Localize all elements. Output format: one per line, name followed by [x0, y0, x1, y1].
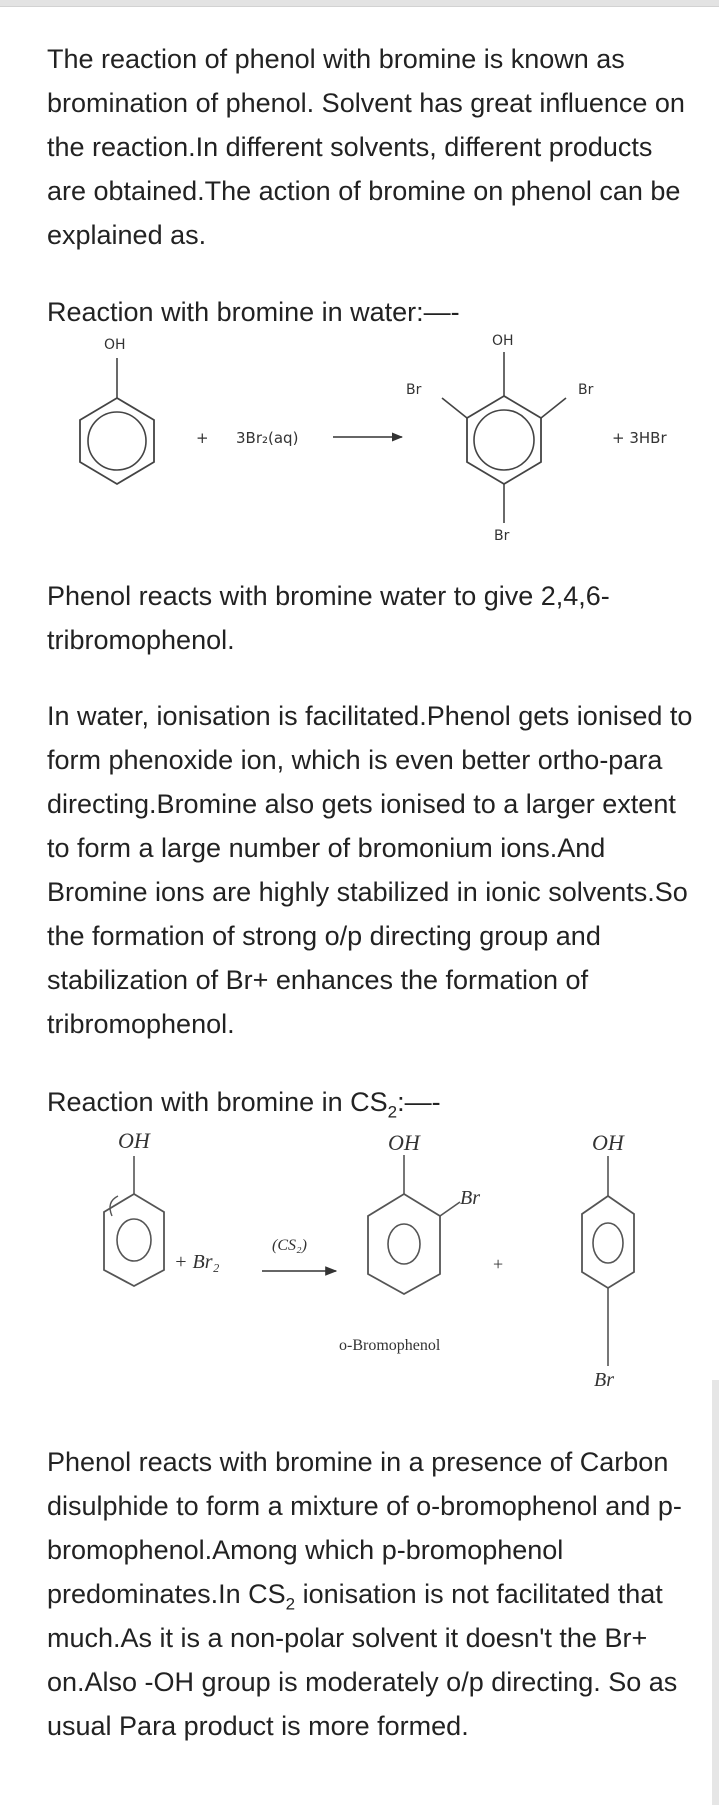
cs2-conclusion-part-2: ionisation is not facilitated that much.As it is a non-polar solvent it doesn't the Br+ on.Also -OH group is moderately o/p directing. So as usual Para product is more formed. — [47, 1579, 678, 1741]
cs2-reaction-scheme — [0, 1122, 719, 1397]
ortho-product-name: o-Bromophenol — [339, 1337, 441, 1354]
water-result-paragraph: Phenol reacts with bromine water to give 2,4,6-tribromophenol. — [47, 581, 610, 655]
cs2-heading-suffix: :—- — [397, 1087, 441, 1117]
cs2-conclusion-subscript: 2 — [285, 1594, 296, 1614]
cs2-conclusion-part-1: Phenol reacts with bromine in a presence of Carbon disulphide to form a mixture of o-bromophenol and p-bromophenol.Among which p-bromophenol predominates.In CS — [47, 1447, 682, 1609]
cs2-solvent-label: (CS₂) — [272, 1237, 307, 1254]
cs2-heading-prefix: Reaction with bromine in CS — [47, 1087, 388, 1117]
scrollbar-track[interactable] — [712, 1380, 719, 1805]
cs2-phenol-reactant-structure — [104, 1156, 164, 1286]
reagent-label: 3Br₂(aq) — [236, 429, 299, 447]
product-oh-label: OH — [492, 333, 514, 349]
water-reaction-scheme — [0, 330, 719, 550]
product-br-left-label: Br — [406, 382, 422, 398]
cs2-conclusion-paragraph — [47, 1440, 697, 1748]
cs2-heading-subscript: 2 — [387, 1102, 398, 1122]
top-divider — [0, 0, 719, 7]
cs2-reactant-oh-label: OH — [118, 1128, 150, 1153]
product-br-right-label: Br — [578, 382, 594, 398]
para-oh-label: OH — [592, 1130, 624, 1155]
phenol-reactant-structure — [80, 358, 154, 484]
intro-paragraph: The reaction of phenol with bromine is known as bromination of phenol. Solvent has great influence on the reaction.In different solvents, different products are obtained.The action of bromine on phenol can be explained as. — [47, 44, 685, 250]
ortho-br-label: Br — [460, 1187, 480, 1209]
cs2-reagent-label: + Br₂ — [174, 1251, 220, 1273]
o-bromophenol-structure — [368, 1155, 460, 1294]
water-explanation-paragraph: In water, ionisation is facilitated.Phenol gets ionised to form phenoxide ion, which is even better ortho-para directing.Bromine also gets ionised to a larger extent to form a large number of bromonium ions.And Bromine ions are highly stabilized in ionic solvents.So the formation of strong o/p directing group and stabilization of Br+ enhances the formation of tribromophenol. — [47, 701, 693, 1039]
reactant-oh-label: OH — [104, 337, 126, 353]
para-br-label: Br — [594, 1369, 614, 1391]
p-bromophenol-structure — [582, 1156, 634, 1366]
tribromophenol-structure — [442, 352, 566, 523]
product-br-bottom-label: Br — [494, 528, 510, 544]
ortho-oh-label: OH — [388, 1130, 420, 1155]
byproduct-label: + 3HBr — [612, 429, 667, 447]
plus-sign: + — [196, 429, 209, 447]
water-section-heading: Reaction with bromine in water:—- — [47, 297, 460, 327]
cs2-section-heading — [47, 1082, 441, 1122]
cs2-plus-sign: + — [493, 1254, 504, 1274]
